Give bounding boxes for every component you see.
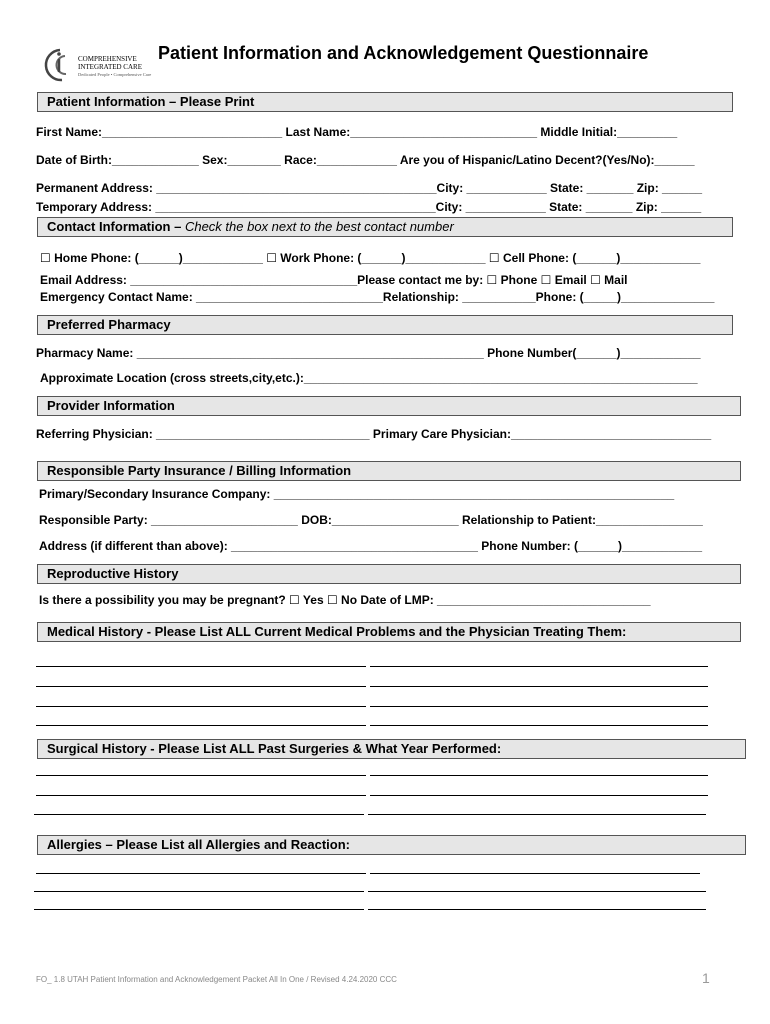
section-surgical-history: Surgical History - Please List ALL Past Surgeries & What Year Performed: (37, 739, 746, 759)
medical-line (36, 686, 366, 687)
medical-line (370, 725, 708, 726)
surgical-line (368, 814, 706, 815)
medical-line (36, 725, 366, 726)
section-reproductive-history: Reproductive History (37, 564, 741, 584)
surgical-line (36, 775, 366, 776)
allergy-line (36, 873, 366, 874)
medical-line (36, 666, 366, 667)
medical-line (370, 666, 708, 667)
logo-line2: INTEGRATED CARE (78, 63, 142, 71)
contact-heading-note: Check the box next to the best contact number (181, 219, 454, 234)
section-patient-information: Patient Information – Please Print (37, 92, 733, 112)
surgical-line (36, 795, 366, 796)
logo-line1: COMPREHENSIVE (78, 55, 137, 63)
section-allergies: Allergies – Please List all Allergies and Reaction: (37, 835, 746, 855)
allergy-line (368, 891, 706, 892)
footer-text: FO_ 1.8 UTAH Patient Information and Acknowledgement Packet All In One / Revised 4.24.2020 CCC (36, 975, 397, 984)
temporary-address-line: Temporary Address: __________________________________________City: ____________ State: _______ Zip: ______ (36, 200, 702, 214)
responsible-party-line: Responsible Party: ______________________ DOB:___________________ Relationship to Patient:________________ (39, 513, 703, 527)
surgical-line (370, 795, 708, 796)
section-medical-history: Medical History - Please List ALL Current Medical Problems and the Physician Treating Them: (37, 622, 741, 642)
billing-address-line: Address (if different than above): _____________________________________ Phone Number: (______)____________ (39, 539, 703, 553)
allergy-line (370, 873, 700, 874)
medical-line (370, 686, 708, 687)
section-preferred-pharmacy: Preferred Pharmacy (37, 315, 733, 335)
insurance-company-line: Primary/Secondary Insurance Company: ____________________________________________________________ (39, 487, 675, 501)
page-number: 1 (702, 970, 710, 986)
surgical-line (34, 814, 364, 815)
surgical-line (370, 775, 708, 776)
physicians-line: Referring Physician: ________________________________ Primary Care Physician:______________________________ (36, 427, 712, 441)
medical-line (370, 706, 708, 707)
section-insurance-billing: Responsible Party Insurance / Billing Information (37, 461, 741, 481)
contact-heading: Contact Information – (47, 219, 182, 234)
page-title: Patient Information and Acknowledgement Questionnaire (158, 43, 649, 63)
email-line: Email Address: __________________________________Please contact me by: ☐ Phone ☐ Email ☐ Mail (40, 273, 628, 287)
permanent-address-line: Permanent Address: __________________________________________City: ____________ State: _______ Zip: ______ (36, 181, 703, 195)
name-line: First Name:___________________________ Last Name:____________________________ Middle Initial:_________ (36, 125, 678, 139)
pharmacy-name-line: Pharmacy Name: ____________________________________________________ Phone Number(______)____________ (36, 346, 701, 360)
medical-line (36, 706, 366, 707)
cic-logo-icon (38, 44, 80, 86)
section-provider-information: Provider Information (37, 396, 741, 416)
phones-line: ☐ Home Phone: (______)____________ ☐ Work Phone: (______)____________ ☐ Cell Phone: (______)____________ (40, 251, 701, 265)
section-contact-information (37, 217, 733, 237)
birth-line: Date of Birth:_____________ Sex:________ Race:____________ Are you of Hispanic/Latino Decent?(Yes/No):______ (36, 153, 695, 167)
allergy-line (34, 891, 364, 892)
pharmacy-location-line: Approximate Location (cross streets,city,etc.):___________________________________________________________ (40, 371, 698, 385)
emergency-contact-line: Emergency Contact Name: ____________________________Relationship: ___________Phone: (_____)______________ (40, 290, 715, 304)
logo-tagline: Dedicated People • Comprehensive Care (78, 72, 152, 77)
allergy-line (368, 909, 706, 910)
company-logo (38, 44, 163, 86)
pregnancy-line: Is there a possibility you may be pregnant? ☐ Yes ☐ No Date of LMP: ________________________________ (39, 593, 651, 607)
allergy-line (34, 909, 364, 910)
